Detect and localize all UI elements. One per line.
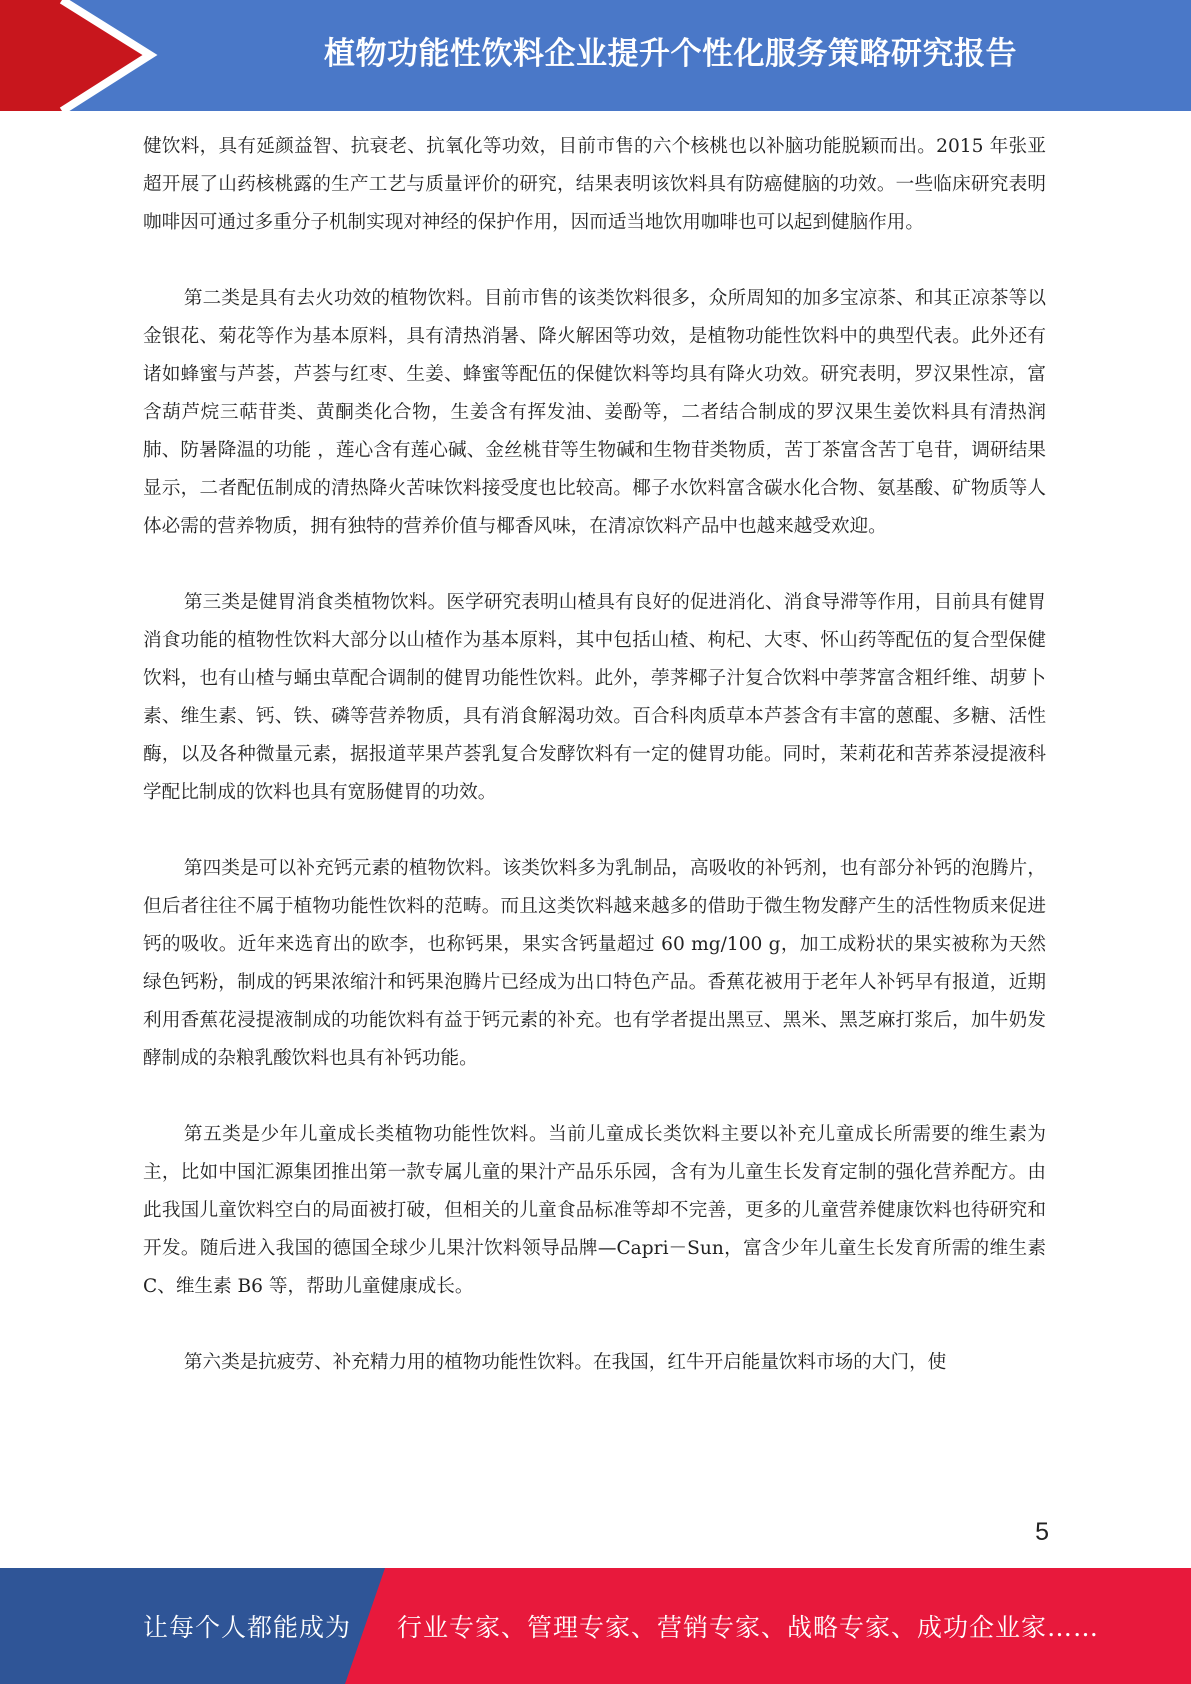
document-body bbox=[143, 128, 1046, 1382]
paragraph-5: 第五类是少年儿童成长类植物功能性饮料。当前儿童成长类饮料主要以补充儿童成长所需要的维生素为主，比如中国汇源集团推出第一款专属儿童的果汁产品乐乐园，含有为儿童生长发育定制的强化营养配方。由此我国儿童饮料空白的局面被打破，但相关的儿童食品标准等却不完善，更多的儿童营养健康饮料也待研究和开发。随后进入我国的德国全球少儿果汁饮料领导品牌—Capri－Sun，富含少年儿童生长发育所需的维生素 C、维生素 B6 等，帮助儿童健康成长。 bbox=[143, 1124, 1046, 1297]
paragraph-1: 健饮料，具有延颜益智、抗衰老、抗氧化等功效，目前市售的六个核桃也以补脑功能脱颖而出。2015 年张亚超开展了山药核桃露的生产工艺与质量评价的研究，结果表明该饮料具有防癌健脑的功效。一些临床研究表明咖啡因可通过多重分子机制实现对神经的保护作用，因而适当地饮用咖啡也可以起到健脑作用。 bbox=[143, 136, 1046, 233]
paragraph-2: 第二类是具有去火功效的植物饮料。目前市售的该类饮料很多，众所周知的加多宝凉茶、和其正凉茶等以金银花、菊花等作为基本原料，具有清热消暑、降火解困等功效，是植物功能性饮料中的典型代表。此外还有诸如蜂蜜与芦荟，芦荟与红枣、生姜、蜂蜜等配伍的保健饮料等均具有降火功效。研究表明，罗汉果性凉，富含葫芦烷三萜苷类、黄酮类化合物，生姜含有挥发油、姜酚等，二者结合制成的罗汉果生姜饮料具有清热润肺、防暑降温的功能 ，莲心含有莲心碱、金丝桃苷等生物碱和生物苷类物质，苦丁茶富含苦丁皂苷，调研结果显示，二者配伍制成的清热降火苦味饮料接受度也比较高。椰子水饮料富含碳水化合物、氨基酸、矿物质等人体必需的营养物质，拥有独特的营养价值与椰香风味，在清凉饮料产品中也越来越受欢迎。 bbox=[143, 288, 1046, 537]
header-banner bbox=[0, 0, 1191, 111]
paragraph-4: 第四类是可以补充钙元素的植物饮料。该类饮料多为乳制品，高吸收的补钙剂，也有部分补钙的泡腾片，但后者往往不属于植物功能性饮料的范畴。而且这类饮料越来越多的借助于微生物发酵产生的活性物质来促进钙的吸收。近年来选育出的欧李，也称钙果，果实含钙量超过 60 mg/100 g，加工成粉状的果实被称为天然绿色钙粉，制成的钙果浓缩汁和钙果泡腾片已经成为出口特色产品。香蕉花被用于老年人补钙早有报道，近期利用香蕉花浸提液制成的功能饮料有益于钙元素的补充。也有学者提出黑豆、黑米、黑芝麻打浆后，加牛奶发酵制成的杂粮乳酸饮料也具有补钙功能。 bbox=[143, 858, 1046, 1069]
footer-banner bbox=[0, 1568, 1191, 1684]
page-number: 5 bbox=[1035, 1518, 1049, 1546]
footer-slogan-right: 行业专家、管理专家、营销专家、战略专家、成功企业家…… bbox=[397, 1613, 1100, 1642]
paragraph-6: 第六类是抗疲劳、补充精力用的植物功能性饮料。在我国，红牛开启能量饮料市场的大门，使 bbox=[183, 1352, 947, 1373]
report-title: 植物功能性饮料企业提升个性化服务策略研究报告 bbox=[324, 35, 1017, 72]
footer-slogan-left: 让每个人都能成为 bbox=[143, 1613, 352, 1642]
paragraph-3: 第三类是健胃消食类植物饮料。医学研究表明山楂具有良好的促进消化、消食导滞等作用，目前具有健胃消食功能的植物性饮料大部分以山楂作为基本原料，其中包括山楂、枸杞、大枣、怀山药等配伍的复合型保健饮料，也有山楂与蛹虫草配合调制的健胃功能性饮料。此外，荸荠椰子汁复合饮料中荸荠富含粗纤维、胡萝卜素、维生素、钙、铁、磷等营养物质，具有消食解渴功效。百合科肉质草本芦荟含有丰富的蒽醌、多糖、活性酶，以及各种微量元素，据报道苹果芦荟乳复合发酵饮料有一定的健胃功能。同时，茉莉花和苦荞茶浸提液科学配比制成的饮料也具有宽肠健胃的功效。 bbox=[143, 592, 1046, 803]
